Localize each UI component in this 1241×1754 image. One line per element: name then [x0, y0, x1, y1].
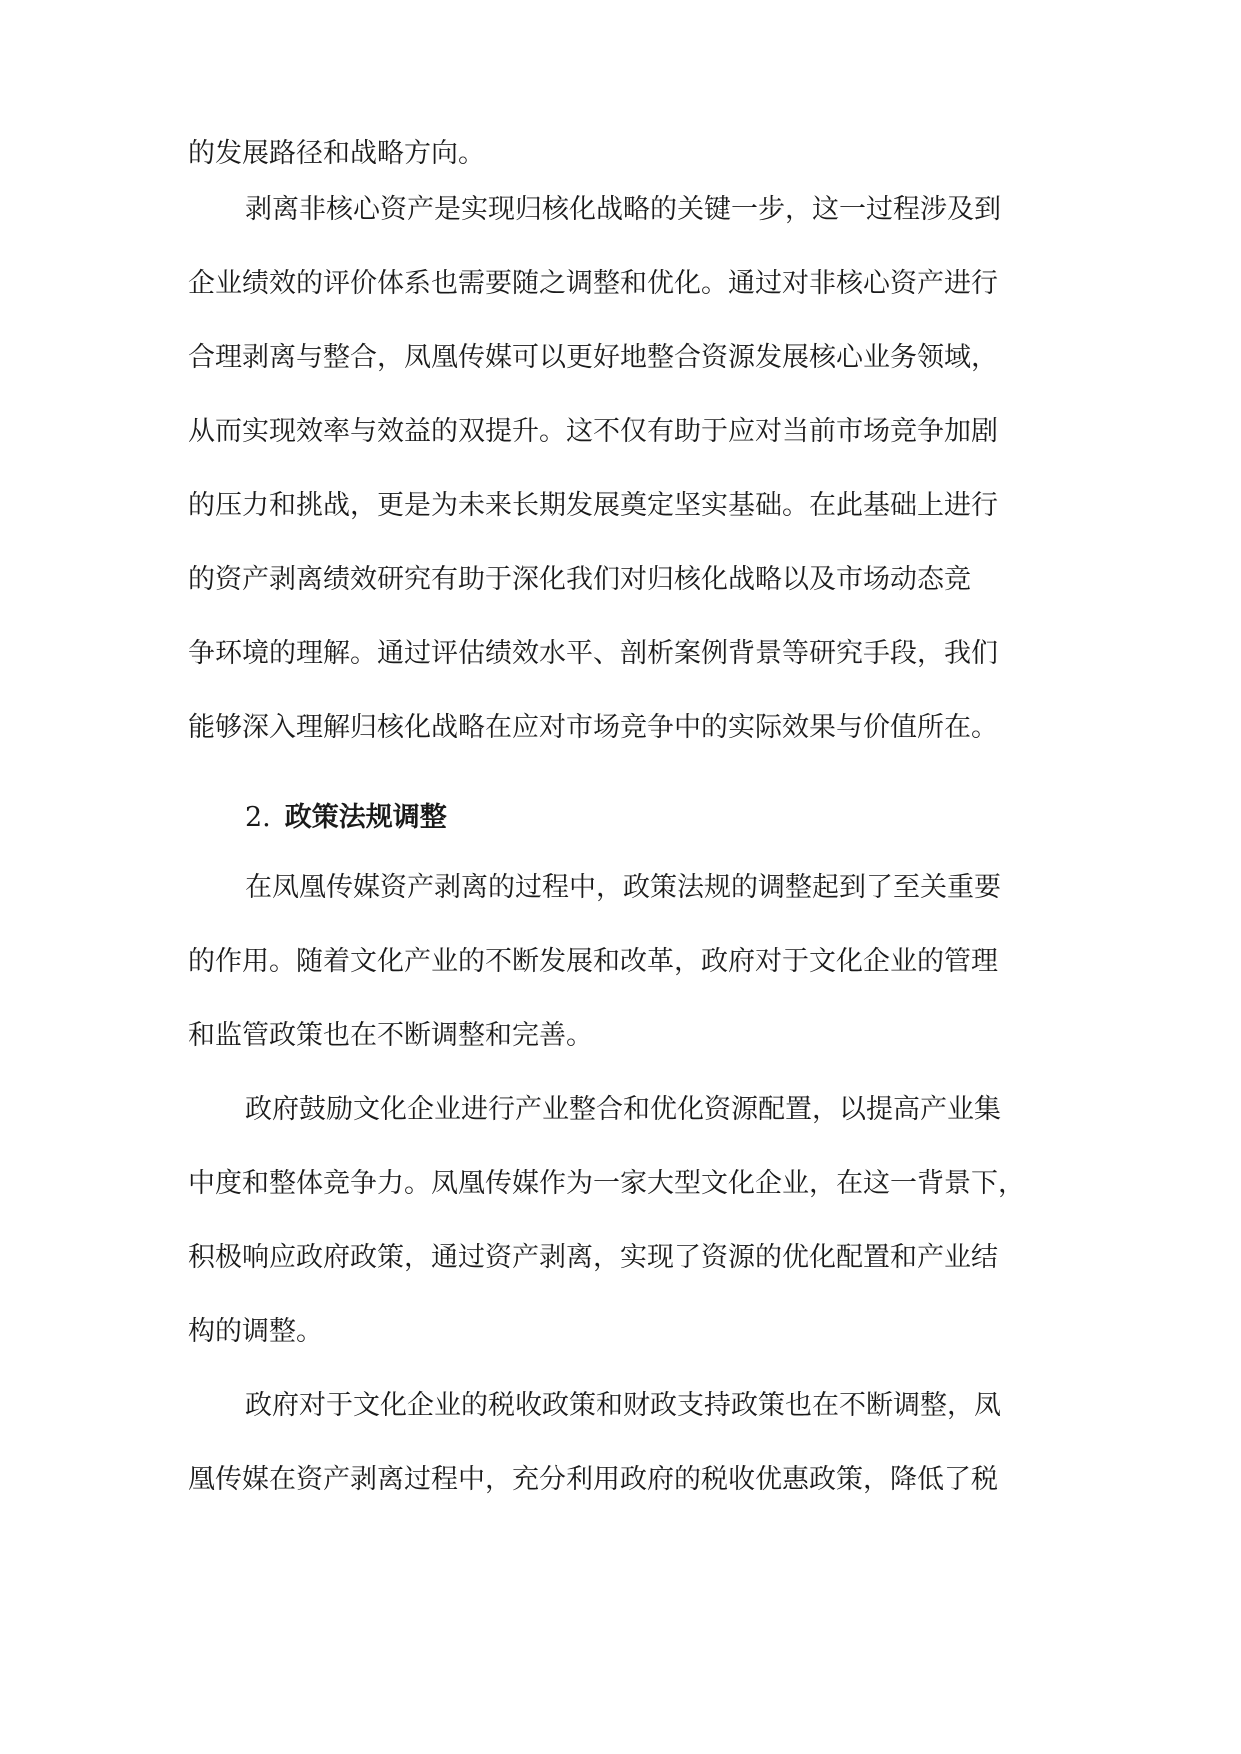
paragraph-2-line-5: 的压力和挑战，更是为未来长期发展奠定坚实基础。在此基础上进行 — [188, 490, 998, 521]
paragraph-5-line-1: 政府对于文化企业的税收政策和财政支持政策也在不断调整，凤 — [245, 1390, 1001, 1421]
paragraph-2-line-3: 合理剥离与整合，凤凰传媒可以更好地整合资源发展核心业务领域， — [188, 342, 998, 373]
paragraph-1-line-1: 的发展路径和战略方向。 — [188, 138, 485, 169]
paragraph-4-line-2: 中度和整体竞争力。凤凰传媒作为一家大型文化企业，在这一背景下， — [188, 1168, 1025, 1199]
paragraph-2-line-8: 能够深入理解归核化战略在应对市场竞争中的实际效果与价值所在。 — [188, 712, 998, 743]
section-number: 2. — [245, 802, 271, 833]
paragraph-3-line-3: 和监管政策也在不断调整和完善。 — [188, 1020, 593, 1051]
paragraph-2-line-4: 从而实现效率与效益的双提升。这不仅有助于应对当前市场竞争加剧 — [188, 416, 998, 447]
section-title: 政策法规调整 — [284, 802, 447, 833]
paragraph-2-line-2: 企业绩效的评价体系也需要随之调整和优化。通过对非核心资产进行 — [188, 268, 998, 299]
section-heading — [245, 800, 447, 836]
paragraph-4-line-4: 构的调整。 — [188, 1316, 323, 1347]
paragraph-3-line-1: 在凤凰传媒资产剥离的过程中，政策法规的调整起到了至关重要 — [245, 872, 1001, 903]
paragraph-5-line-2: 凰传媒在资产剥离过程中，充分利用政府的税收优惠政策，降低了税 — [188, 1464, 998, 1495]
paragraph-4-line-3: 积极响应政府政策，通过资产剥离，实现了资源的优化配置和产业结 — [188, 1242, 998, 1273]
paragraph-4-line-1: 政府鼓励文化企业进行产业整合和优化资源配置，以提高产业集 — [245, 1094, 1001, 1125]
paragraph-3-line-2: 的作用。随着文化产业的不断发展和改革，政府对于文化企业的管理 — [188, 946, 998, 977]
paragraph-2-line-6: 的资产剥离绩效研究有助于深化我们对归核化战略以及市场动态竞 — [188, 564, 971, 595]
paragraph-2-line-7: 争环境的理解。通过评估绩效水平、剖析案例背景等研究手段，我们 — [188, 638, 998, 669]
paragraph-2-line-1: 剥离非核心资产是实现归核化战略的关键一步，这一过程涉及到 — [245, 194, 1001, 225]
